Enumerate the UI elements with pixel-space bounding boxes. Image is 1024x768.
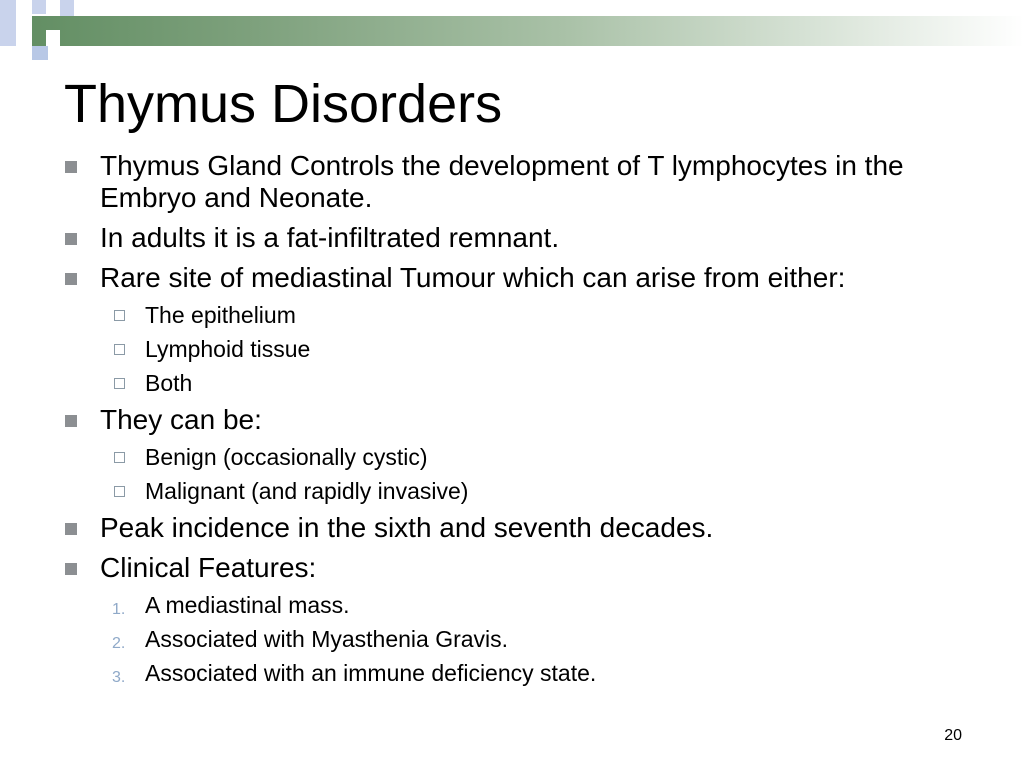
sub-item xyxy=(0,336,1024,363)
sub-item xyxy=(0,478,1024,505)
decorative-square xyxy=(46,30,60,46)
bullet-item xyxy=(0,552,920,584)
sub-item xyxy=(0,370,1024,397)
slide-title: Thymus Disorders xyxy=(64,74,503,134)
hollow-square-icon xyxy=(114,378,125,389)
sub-item-text: Malignant (and rapidly invasive) xyxy=(145,478,469,504)
bullet-text: Rare site of mediastinal Tumour which can arise from either: xyxy=(100,262,846,293)
decorative-square xyxy=(0,0,16,16)
sub-item-text: Associated with an immune deficiency state. xyxy=(145,660,597,686)
sub-item xyxy=(0,444,1024,471)
sub-item-text: Benign (occasionally cystic) xyxy=(145,444,428,470)
numbered-item xyxy=(0,660,1024,687)
hollow-square-icon xyxy=(114,344,125,355)
bullet-text: Thymus Gland Controls the development of T lymphocytes in the Embryo and Neonate. xyxy=(100,150,904,213)
sub-item-text: A mediastinal mass. xyxy=(145,592,350,618)
decorative-square xyxy=(32,0,46,14)
bullet-item xyxy=(0,262,920,294)
slide-content xyxy=(0,150,1024,694)
square-bullet-icon xyxy=(65,233,77,245)
decorative-square xyxy=(16,0,32,16)
decorative-square xyxy=(0,16,16,46)
decorative-square xyxy=(32,46,48,60)
item-number: 2. xyxy=(112,635,126,652)
bullet-text: Peak incidence in the sixth and seventh decades. xyxy=(100,512,714,543)
bullet-text: In adults it is a fat-infiltrated remnant. xyxy=(100,222,560,253)
square-bullet-icon xyxy=(65,273,77,285)
hollow-square-icon xyxy=(114,452,125,463)
decorative-square xyxy=(16,16,32,46)
hollow-square-icon xyxy=(114,310,125,321)
page-number: 20 xyxy=(944,727,962,744)
sub-item-text: The epithelium xyxy=(145,302,296,328)
square-bullet-icon xyxy=(65,161,77,173)
bullet-item xyxy=(0,222,920,254)
header-band xyxy=(0,16,1024,46)
item-number: 1. xyxy=(112,601,126,618)
bullet-item xyxy=(0,150,920,214)
bullet-text: Clinical Features: xyxy=(100,552,317,583)
square-bullet-icon xyxy=(65,563,77,575)
decorative-square xyxy=(46,0,60,16)
bullet-item xyxy=(0,512,920,544)
bullet-text: They can be: xyxy=(100,404,262,435)
square-bullet-icon xyxy=(65,415,77,427)
sub-item-text: Associated with Myasthenia Gravis. xyxy=(145,626,509,652)
decorative-square xyxy=(60,0,74,16)
item-number: 3. xyxy=(112,669,126,686)
numbered-item xyxy=(0,626,1024,653)
sub-item-text: Lymphoid tissue xyxy=(145,336,311,362)
square-bullet-icon xyxy=(65,523,77,535)
hollow-square-icon xyxy=(114,486,125,497)
sub-item xyxy=(0,302,1024,329)
bullet-item xyxy=(0,404,920,436)
numbered-item xyxy=(0,592,1024,619)
sub-item-text: Both xyxy=(145,370,193,396)
